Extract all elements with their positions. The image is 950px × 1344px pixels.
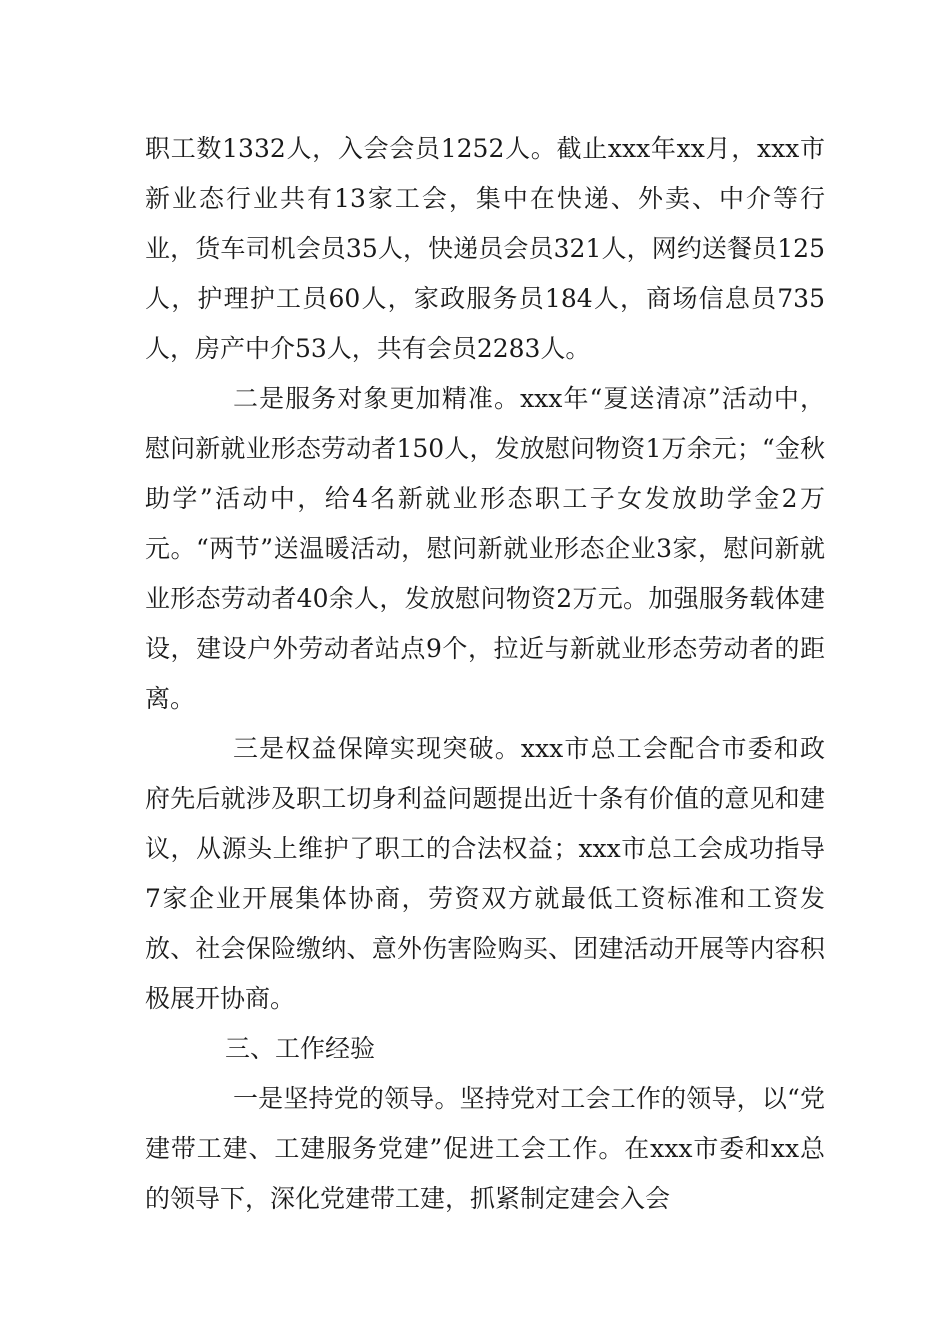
paragraph-service-targets: 二是服务对象更加精准。xxx年“夏送清凉”活动中，慰问新就业形态劳动者150人，发放慰问物资1万余元；“金秋助学”活动中，给4名新就业形态职工子女发放助学金2万元。“两节”送温暖活动，慰问新就业形态企业3家，慰问新就业形态劳动者40余人，发放慰问物资2万元。加强服务载体建设，建设户外劳动者站点9个，拉近与新就业形态劳动者的距离。 — [145, 384, 825, 713]
paragraph-rights-protection: 三是权益保障实现突破。xxx市总工会配合市委和政府先后就涉及职工切身利益问题提出近十条有价值的意见和建议，从源头上维护了职工的合法权益；xxx市总工会成功指导7家企业开展集体协商，劳资双方就最低工资标准和工资发放、社会保险缴纳、意外伤害险购买、团建活动开展等内容积极展开协商。 — [145, 734, 825, 1013]
section-heading-work-experience: 三、工作经验 — [225, 1034, 376, 1063]
document-body — [145, 124, 825, 1224]
paragraph-party-leadership: 一是坚持党的领导。坚持党对工会工作的领导，以“党建带工建、工建服务党建”促进工会工作。在xxx市委和xx总的领导下，深化党建带工建，抓紧制定建会入会 — [145, 1084, 825, 1213]
paragraph-membership-stats: 职工数1332人，入会会员1252人。截止xxx年xx月，xxx市新业态行业共有13家工会，集中在快递、外卖、中介等行业，货车司机会员35人，快递员会员321人，网约送餐员125人，护理护工员60人，家政服务员184人，商场信息员735人，房产中介53人，共有会员2283人。 — [145, 134, 825, 363]
